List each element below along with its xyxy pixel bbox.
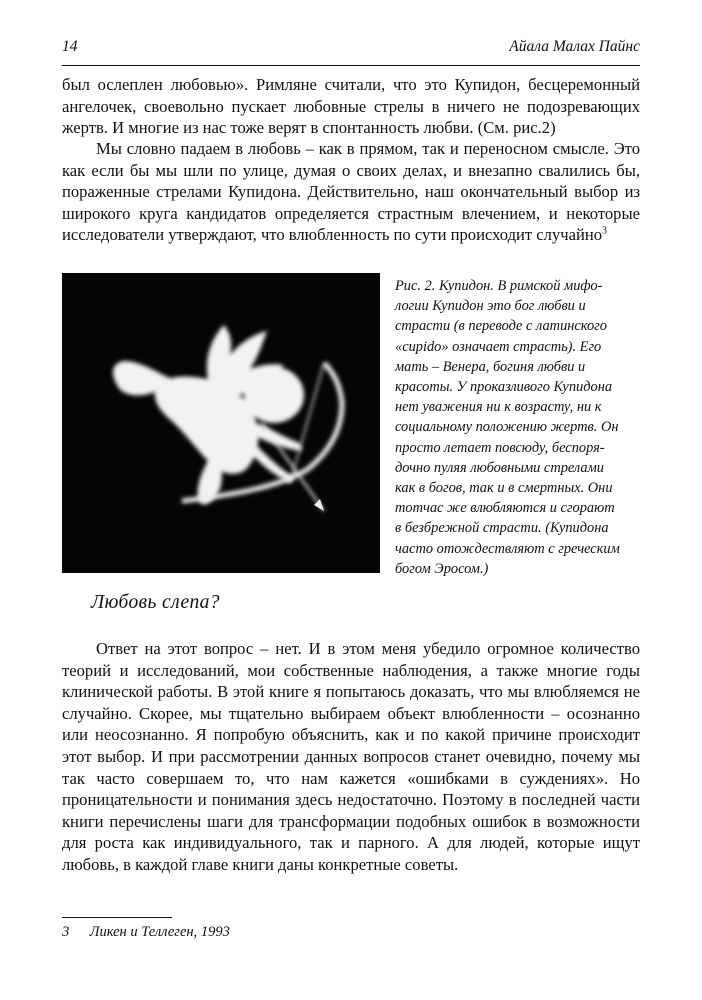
body-paragraph-1: был ослеплен любовью». Римляне считали, что это Купидон, бесцеремонный ангелочек, своевольно пускает любовные стрелы в ничего не подозревающих жертв. И многие из нас тоже верят в спонтанность любви. (См. рис.2)	[62, 75, 640, 138]
running-header-author: Айала Малах Пайнс	[509, 38, 640, 55]
caption-line: страсти (в переводе с латинского	[395, 318, 607, 335]
caption-line: логии Купидон это бог любви и	[395, 298, 586, 315]
footnote	[62, 924, 230, 941]
footnote-divider	[62, 917, 172, 918]
caption-line: мать – Венера, богиня любви и	[395, 358, 586, 375]
section-heading: Любовь слепа?	[91, 592, 220, 613]
cupid-silhouette	[62, 273, 380, 573]
body-paragraph-2-text: Мы словно падаем в любовь – как в прямом, так и переносном смысле. Это как если бы мы шли по улице, думая о своих делах, и внезапно свалились бы, пораженные стрелами Купидона. Действительно, наш окончательный выбор из широкого круга кандидатов определяется страстным влечением, и некоторые исследователи утверждают, что влюбленность по сути происходит случайно	[62, 139, 640, 245]
page-number: 14	[62, 38, 78, 55]
caption-line: нет уважения ни к возрасту, ни к	[395, 399, 602, 416]
figure-caption	[395, 276, 645, 579]
caption-line: дочно пуляя любовными стрелами	[395, 459, 604, 476]
section-paragraph: Ответ на этот вопрос – нет. И в этом меня убедило огромное количество теорий и исследований, мои собственные наблюдения, а также многие годы клинической работы. В этой книге я попытаюсь доказать, что мы влюбляемся не случайно. Скорее, мы тщательно выбираем объект влюбленности – осознанно или неосознанно. Я попробую объяснить, как и по какой причине происходит этот выбор. И при рассмотрении данных вопросов станет очевидно, почему мы так часто совершаем то, что нам кажется «ошибками в суждениях». Но проницательности и понимания здесь недостаточно. Поэтому в последней части книги перечислены шаги для трансформации подобных ошибок в возможности для роста как индивидуального, так и парного. А для людей, которые ищут любовь, в каждой главе книги даны конкретные советы.	[62, 639, 640, 874]
header-divider	[62, 65, 640, 66]
caption-line: Рис. 2. Купидон. В римской мифо-	[395, 278, 603, 294]
caption-line: «cupido» означает страсть). Его	[395, 338, 602, 355]
caption-line: социальному положению жертв. Он	[395, 419, 619, 436]
cupid-figure-image	[62, 273, 380, 573]
footnote-reference: 3	[602, 225, 608, 237]
footnote-text: Ликен и Теллеген, 1993	[89, 924, 230, 940]
caption-line: просто летает повсюду, беспоря-	[395, 439, 605, 456]
running-header	[62, 38, 640, 60]
caption-line: богом Эросом.)	[395, 560, 489, 577]
body-paragraph-2	[62, 138, 640, 246]
caption-line: в безбрежной страсти. (Купидона	[395, 520, 609, 537]
caption-line: тотчас же влюбляются и сгорают	[395, 500, 615, 517]
caption-line: как в богов, так и в смертных. Они	[395, 480, 613, 497]
footnote-number: 3	[62, 924, 70, 940]
caption-line: часто отождествляют с греческим	[395, 540, 620, 557]
caption-line: красоты. У проказливого Купидона	[395, 379, 613, 396]
